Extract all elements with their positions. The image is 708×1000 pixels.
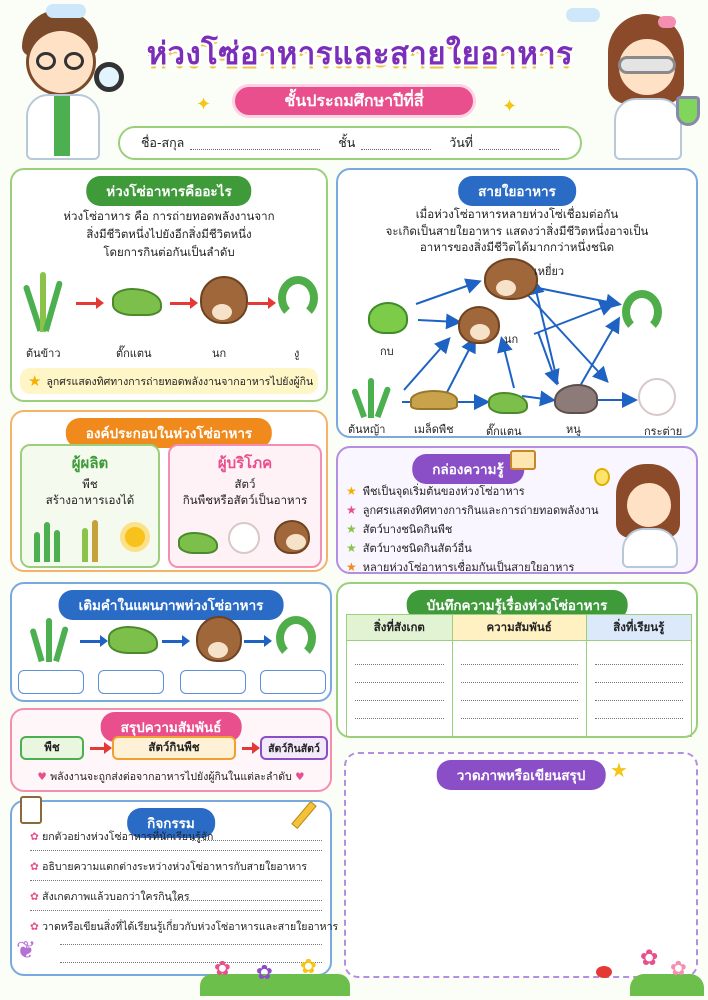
date-field[interactable] — [449, 133, 559, 153]
knowledge-item: ★ หลายห่วงโซ่อาหารเชื่อมกันเป็นสายใยอาหาร — [346, 560, 575, 574]
answer-box-4[interactable] — [260, 670, 326, 694]
hawk-label: เหยี่ยว — [534, 265, 565, 278]
relation-cell[interactable] — [452, 641, 586, 737]
consumer-desc: สัตว์ — [234, 477, 256, 491]
definition-line: โดยการกินต่อกันเป็นลำดับ — [103, 244, 235, 259]
rice-plant-icon — [26, 270, 66, 332]
ladybug-icon — [596, 966, 612, 978]
pencil-icon — [291, 801, 316, 829]
answer-line[interactable] — [30, 880, 322, 881]
snake-icon — [622, 290, 662, 334]
producer-desc: พืช — [82, 477, 98, 491]
producer-desc: สร้างอาหารเองได้ — [45, 493, 135, 507]
grass-icon — [30, 618, 74, 662]
answer-line[interactable] — [170, 900, 322, 901]
summary-step-plant: พืช — [20, 736, 84, 760]
arrow-icon — [170, 302, 192, 305]
activities-title: กิจกรรม — [127, 808, 215, 838]
heart-icon: ♥ — [295, 771, 305, 783]
rabbit-icon — [228, 522, 260, 554]
components-panel — [10, 410, 328, 572]
answer-line[interactable] — [30, 910, 322, 911]
definition-line: สิ่งมีชีวิตหนึ่งไปยังอีกสิ่งมีชีวิตหนึ่ง — [86, 226, 252, 241]
star-icon: ★ — [346, 522, 357, 536]
draw-title: วาดภาพหรือเขียนสรุป — [437, 760, 606, 790]
answer-line[interactable] — [30, 850, 322, 851]
rice-label: ต้นข้าว — [26, 347, 61, 360]
definition-line: ห่วงโซ่อาหาร คือ การถ่ายทอดพลังงานจาก — [63, 209, 275, 223]
summary-step-herbivore: สัตว์กินพืช — [112, 736, 236, 760]
grasshopper-label: ตั๊กแตน — [116, 347, 152, 360]
sparkle-icon: ✦ — [196, 94, 212, 115]
food-web-panel — [336, 168, 698, 438]
star-icon: ★ — [610, 758, 628, 782]
knowledge-item: ★ สัตว์บางชนิดกินพืช — [346, 522, 453, 536]
butterfly-icon: ❦ — [16, 936, 37, 964]
bird-icon — [274, 520, 310, 554]
magnifying-glass-icon — [94, 62, 124, 92]
girl-scientist-illustration — [596, 12, 704, 162]
observe-cell[interactable] — [347, 641, 453, 737]
grass-icon — [350, 376, 396, 418]
bird-icon — [200, 276, 248, 324]
name-label: ชื่อ-สกุล — [140, 135, 185, 150]
answer-box-2[interactable] — [98, 670, 164, 694]
producer-box — [20, 444, 160, 568]
snake-label: งู — [294, 347, 300, 360]
arrow-icon — [248, 302, 270, 305]
flask-icon — [676, 96, 700, 126]
arrow-icon — [90, 747, 106, 750]
teacher-girl-illustration — [608, 462, 694, 570]
grade-banner: ชั้นประถมศึกษาปีที่สี่ — [232, 84, 476, 118]
column-header-observe: สิ่งที่สังเกต — [347, 615, 453, 641]
consumer-box — [168, 444, 322, 568]
snake-icon — [276, 616, 316, 660]
rice-plant-icon — [76, 520, 114, 562]
star-icon: ★ — [346, 560, 357, 574]
producer-title: ผู้ผลิต — [71, 454, 109, 472]
bird-label: นก — [212, 347, 227, 360]
date-label: วันที่ — [449, 135, 473, 150]
seeds-label: เมล็ดพืช — [414, 423, 454, 436]
consumer-desc: กินพืชหรือสัตว์เป็นอาหาร — [182, 493, 308, 507]
cloud-icon — [566, 8, 600, 22]
arrow-icon — [80, 640, 102, 643]
record-title: บันทึกความรู้เรื่องห่วงโซ่อาหาร — [407, 590, 628, 620]
column-header-relation: ความสัมพันธ์ — [452, 615, 586, 641]
student-info-bar — [118, 126, 582, 160]
grasshopper-icon — [178, 532, 218, 554]
frog-icon — [368, 302, 408, 334]
arrow-icon — [244, 640, 266, 643]
summary-step-carnivore: สัตว์กินสัตว์ — [260, 736, 328, 760]
food-web-title: สายใยอาหาร — [458, 176, 576, 206]
food-chain-title: ห่วงโซ่อาหารคืออะไร — [86, 176, 251, 206]
consumer-title: ผู้บริโภค — [217, 454, 273, 472]
cloud-icon — [46, 4, 86, 18]
summary-title: สรุปความสัมพันธ์ — [101, 712, 242, 742]
page-title: ห่วงโซ่อาหารและสายใยอาหาร — [146, 36, 574, 72]
knowledge-item: ★ ลูกศรแสดงทิศทางการกินและการถ่ายทอดพลังงาน — [346, 503, 599, 517]
bird-label: นก — [504, 333, 519, 346]
grasshopper-label: ตั๊กแตน — [486, 425, 522, 438]
column-header-learned: สิ่งที่เรียนรู้ — [586, 615, 691, 641]
arrow-icon — [162, 640, 184, 643]
grass-icon — [30, 520, 68, 562]
clipboard-icon — [20, 796, 42, 824]
star-icon: ★ — [346, 484, 357, 498]
activity-item: ✿ สังเกตภาพแล้วบอกว่าใครกินใคร — [30, 891, 190, 903]
grasshopper-icon — [112, 288, 162, 316]
knowledge-item: ★ พืชเป็นจุดเริ่มต้นของห่วงโซ่อาหาร — [346, 484, 525, 498]
summary-panel — [10, 708, 332, 792]
definition-line: เมื่อห่วงโซ่อาหารหลายห่วงโซ่เชื่อมต่อกัน — [415, 207, 619, 221]
knowledge-title: กล่องความรู้ — [412, 454, 524, 484]
activity-item: ✿ ยกตัวอย่างห่วงโซ่อาหารที่นักเรียนรู้จัก — [30, 831, 214, 843]
name-field[interactable] — [141, 133, 320, 153]
sparkle-icon: ✦ — [502, 96, 518, 117]
flower-icon: ✿ — [30, 921, 39, 933]
flower-icon: ✿ — [30, 831, 39, 843]
fill-chain-title: เติมคำในแผนภาพห่วงโซ่อาหาร — [59, 590, 284, 620]
definition-line: จะเกิดเป็นสายใยอาหาร แสดงว่าสิ่งมีชีวิตหนึ่งอาจเป็น — [385, 223, 649, 238]
rabbit-icon — [638, 378, 676, 416]
star-icon: ★ — [346, 503, 357, 517]
mouse-icon — [554, 384, 598, 414]
fill-chain-panel — [10, 582, 332, 702]
energy-note-text: ลูกศรแสดงทิศทางการถ่ายทอดพลังงานจากอาหารไปยังผู้กิน — [46, 375, 314, 388]
class-field[interactable] — [338, 133, 431, 153]
flower-icon: ✿ — [30, 861, 39, 873]
frog-label: กบ — [380, 345, 394, 358]
arrow-icon — [242, 747, 254, 750]
grasshopper-icon — [108, 626, 158, 654]
components-title: องค์ประกอบในห่วงโซ่อาหาร — [66, 418, 272, 448]
seeds-icon — [410, 390, 458, 410]
sunflower-icon — [120, 522, 150, 552]
rabbit-label: กระต่าย — [644, 425, 683, 438]
definition-line: อาหารของสิ่งมีชีวิตได้มากกว่าหนึ่งชนิด — [419, 240, 615, 255]
bird-icon — [196, 616, 242, 662]
class-label: ชั้น — [338, 135, 356, 150]
food-chain-panel — [10, 168, 328, 402]
activity-item: ✿ อธิบายความแตกต่างระหว่างห่วงโซ่อาหารกับสายใยอาหาร — [30, 861, 308, 873]
lightbulb-icon — [594, 468, 610, 486]
learned-cell[interactable] — [586, 641, 691, 737]
grass-label: ต้นหญ้า — [348, 423, 386, 436]
answer-line[interactable] — [192, 840, 322, 841]
answer-box-3[interactable] — [180, 670, 246, 694]
record-table — [346, 614, 692, 737]
hawk-icon — [484, 258, 538, 300]
arrow-icon — [76, 302, 98, 305]
boy-scientist-illustration — [8, 6, 126, 166]
snake-icon — [278, 276, 318, 320]
star-icon: ★ — [28, 372, 42, 390]
flowers-decoration: ✿ ✿ — [630, 940, 704, 996]
summary-note: ♥ พลังงานจะถูกส่งต่อจากอาหารไปยังผู้กินในแต่ละลำดับ ♥ — [37, 771, 305, 783]
book-icon — [510, 450, 536, 470]
answer-line[interactable] — [60, 944, 322, 945]
heart-icon: ♥ — [37, 771, 47, 783]
answer-box-1[interactable] — [18, 670, 84, 694]
star-icon: ★ — [346, 541, 357, 555]
activity-item: ✿ วาดหรือเขียนสิ่งที่ได้เรียนรู้เกี่ยวกับห่วงโซ่อาหารและสายใยอาหาร — [30, 921, 339, 933]
bird-icon — [458, 306, 500, 344]
flowers-decoration: ✿ ✿ ✿ — [200, 950, 350, 996]
flower-icon: ✿ — [30, 891, 39, 903]
energy-note — [20, 368, 318, 394]
knowledge-item: ★ สัตว์บางชนิดกินสัตว์อื่น — [346, 541, 472, 555]
mouse-label: หนู — [566, 423, 581, 436]
